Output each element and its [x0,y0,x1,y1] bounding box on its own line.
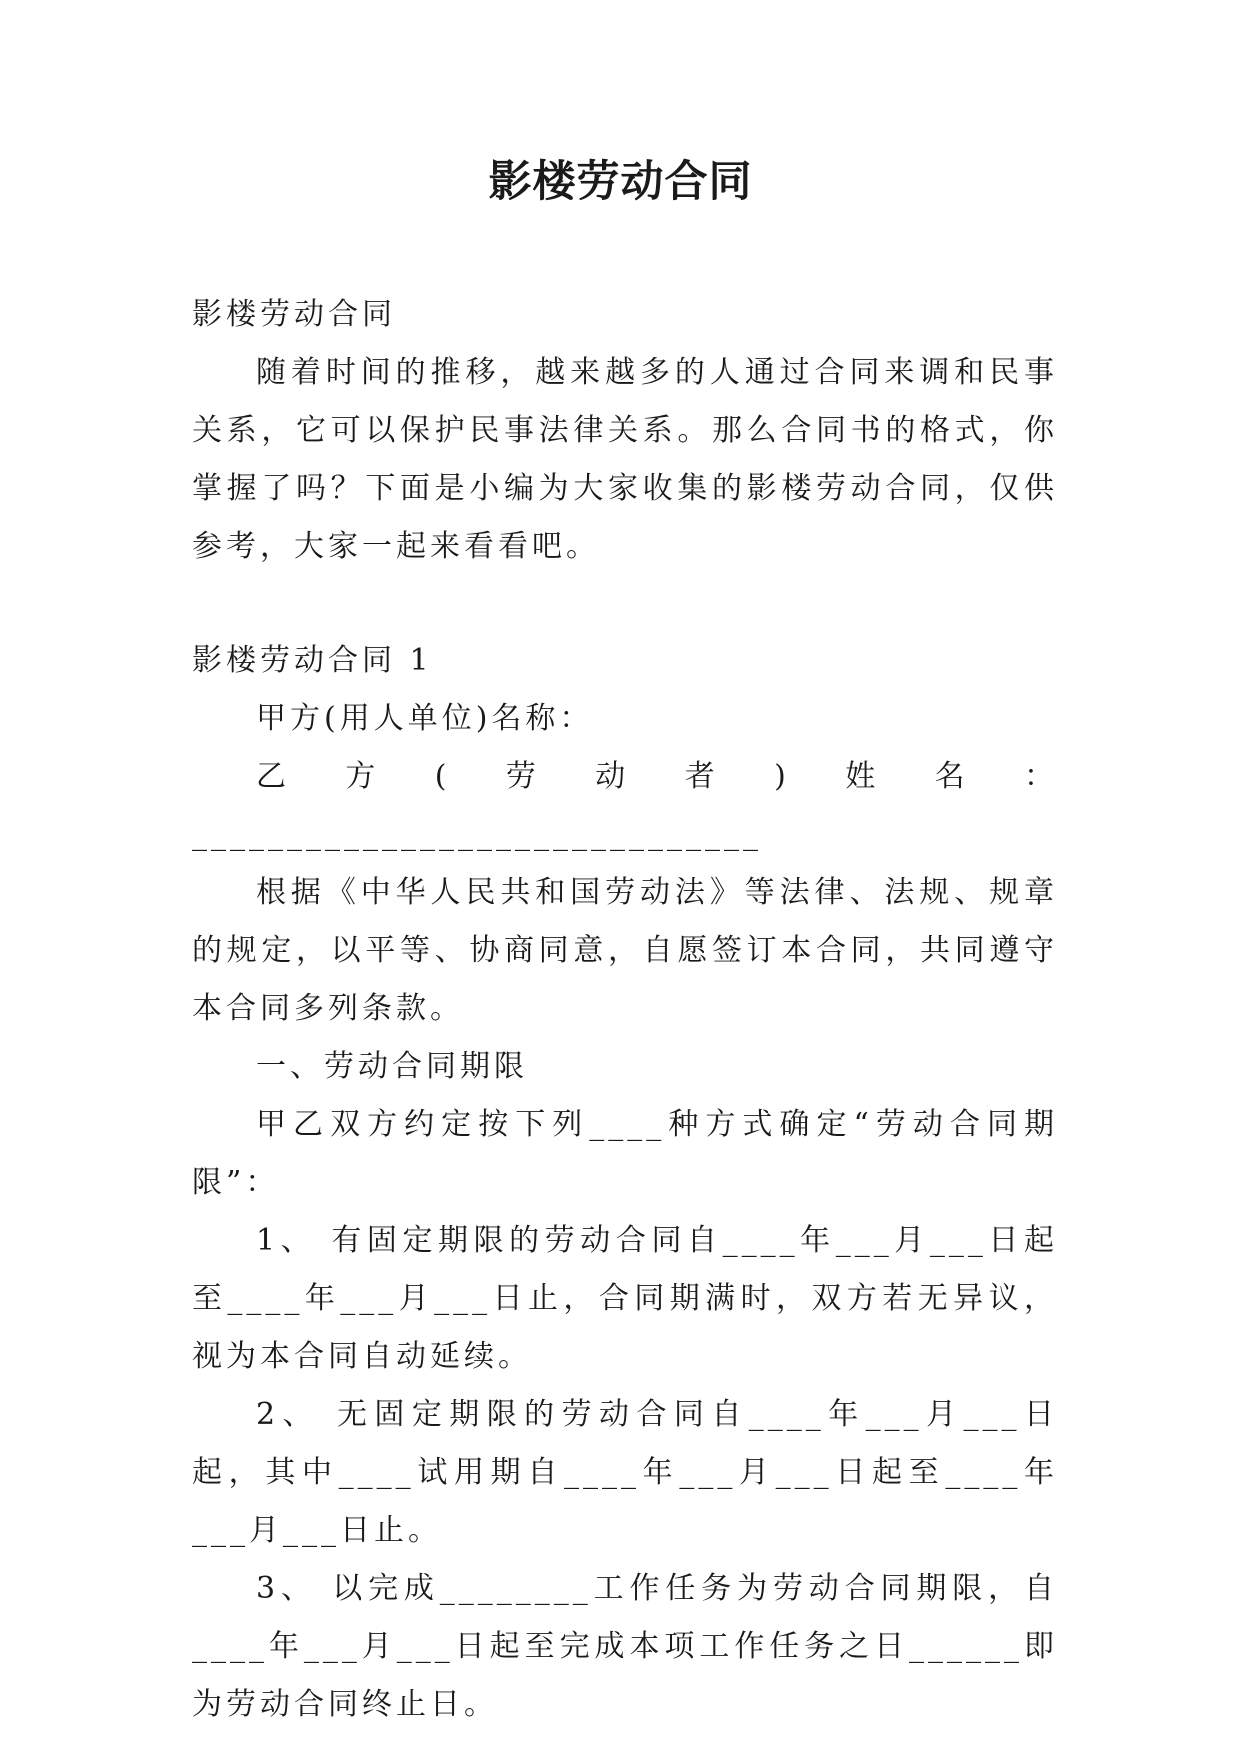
term-option-2: 2、 无固定期限的劳动合同自____年___月___日起，其中____试用期自____年___月___日起至____年___月___日止。 [192,1397,1058,1548]
term-option-3: 3、 以完成________工作任务为劳动合同期限，自____年___月___日起至完成本项工作任务之日______即为劳动合同终止日。 [192,1571,1058,1722]
party-b-name-line: 乙方(劳动者)姓名：______________________________ [192,759,1058,852]
document-title: 影楼劳动合同 [488,157,753,207]
party-a-name-line: 甲方(用人单位)名称： [256,701,594,736]
section-heading-intro: 影楼劳动合同 [192,297,396,332]
document-body [192,286,1058,1734]
intro-paragraph: 随着时间的推移，越来越多的人通过合同来调和民事关系，它可以保护民事法律关系。那么合同书的格式，你掌握了吗？下面是小编为大家收集的影楼劳动合同，仅供参考，大家一起来看看吧。 [192,355,1058,564]
contract-1-heading: 影楼劳动合同 1 [192,643,433,678]
term-method-line: 甲乙双方约定按下列____种方式确定“劳动合同期限”： [192,1107,1058,1200]
legal-basis-paragraph: 根据《中华人民共和国劳动法》等法律、法规、规章的规定，以平等、协商同意，自愿签订本合同，共同遵守本合同多列条款。 [192,875,1058,1026]
term-option-1: 1、 有固定期限的劳动合同自____年___月___日起至____年___月___日止，合同期满时，双方若无异议，视为本合同自动延续。 [192,1223,1058,1374]
clause-heading-term: 一、劳动合同期限 [256,1049,528,1084]
